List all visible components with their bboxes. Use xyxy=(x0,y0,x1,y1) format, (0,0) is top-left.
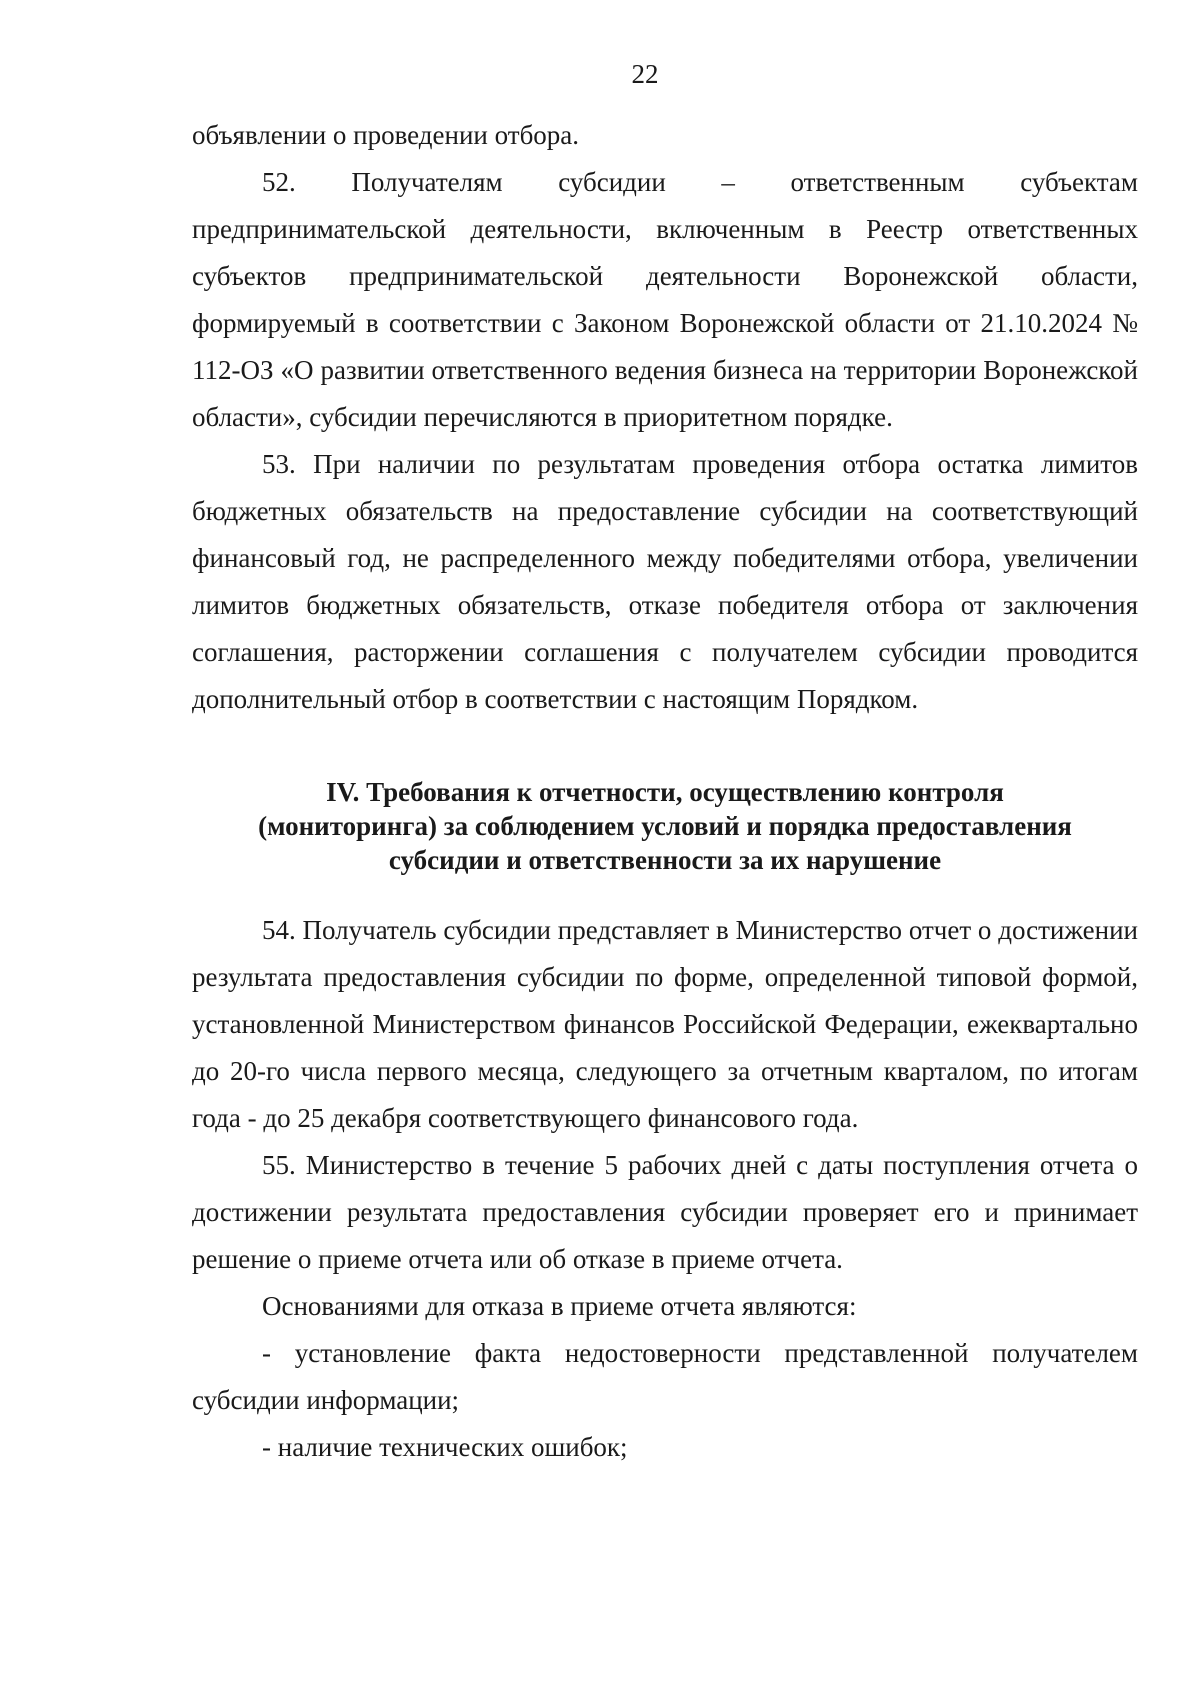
page-number: 22 xyxy=(631,59,659,89)
document-body xyxy=(192,112,1138,1471)
section-heading-line3: субсидии и ответственности за их нарушение xyxy=(388,845,942,875)
paragraph-refusal-grounds: Основаниями для отказа в приеме отчета являются: xyxy=(262,1291,857,1321)
paragraph-53: 53. При наличии по результатам проведения отбора остатка лимитов бюджетных обязательств на предоставление субсидии на соответствующий финансовый год, не распределенного между победителями отбора, увеличении лимитов бюджетных обязательств, отказе победителя отбора от заключения соглашения, расторжении соглашения с получателем субсидии проводится дополнительный отбор в соответствии с настоящим Порядком. xyxy=(192,449,1138,714)
section-heading-line1: IV. Требования к отчетности, осуществлению контроля xyxy=(326,777,1004,807)
paragraph-52: 52. Получателям субсидии – ответственным субъектам предпринимательской деятельности, включенным в Реестр ответственных субъектов предпринимательской деятельности Воронежской области, формируемый в соответствии с Законом Воронежской области от 21.10.2024 № 112-ОЗ «О развитии ответственного ведения бизнеса на территории Воронежской области», субсидии перечисляются в приоритетном порядке. xyxy=(192,167,1138,432)
paragraph-55: 55. Министерство в течение 5 рабочих дней с даты поступления отчета о достижении результата предоставления субсидии проверяет его и принимает решение о приеме отчета или об отказе в приеме отчета. xyxy=(192,1150,1138,1274)
paragraph-continuation: объявлении о проведении отбора. xyxy=(192,120,580,150)
paragraph-54: 54. Получатель субсидии представляет в Министерство отчет о достижении результата предоставления субсидии по форме, определенной типовой формой, установленной Министерством финансов Российской Федерации, ежеквартально до 20-го числа первого месяца, следующего за отчетным кварталом, по итогам года - до 25 декабря соответствующего финансового года. xyxy=(192,915,1138,1133)
list-item-unreliable-info: - установление факта недостоверности представленной получателем субсидии информации; xyxy=(192,1338,1138,1415)
list-item-technical-errors: - наличие технических ошибок; xyxy=(262,1432,628,1462)
section-heading xyxy=(192,775,1138,877)
section-heading-line2: (мониторинга) за соблюдением условий и порядка предоставления xyxy=(258,811,1072,841)
